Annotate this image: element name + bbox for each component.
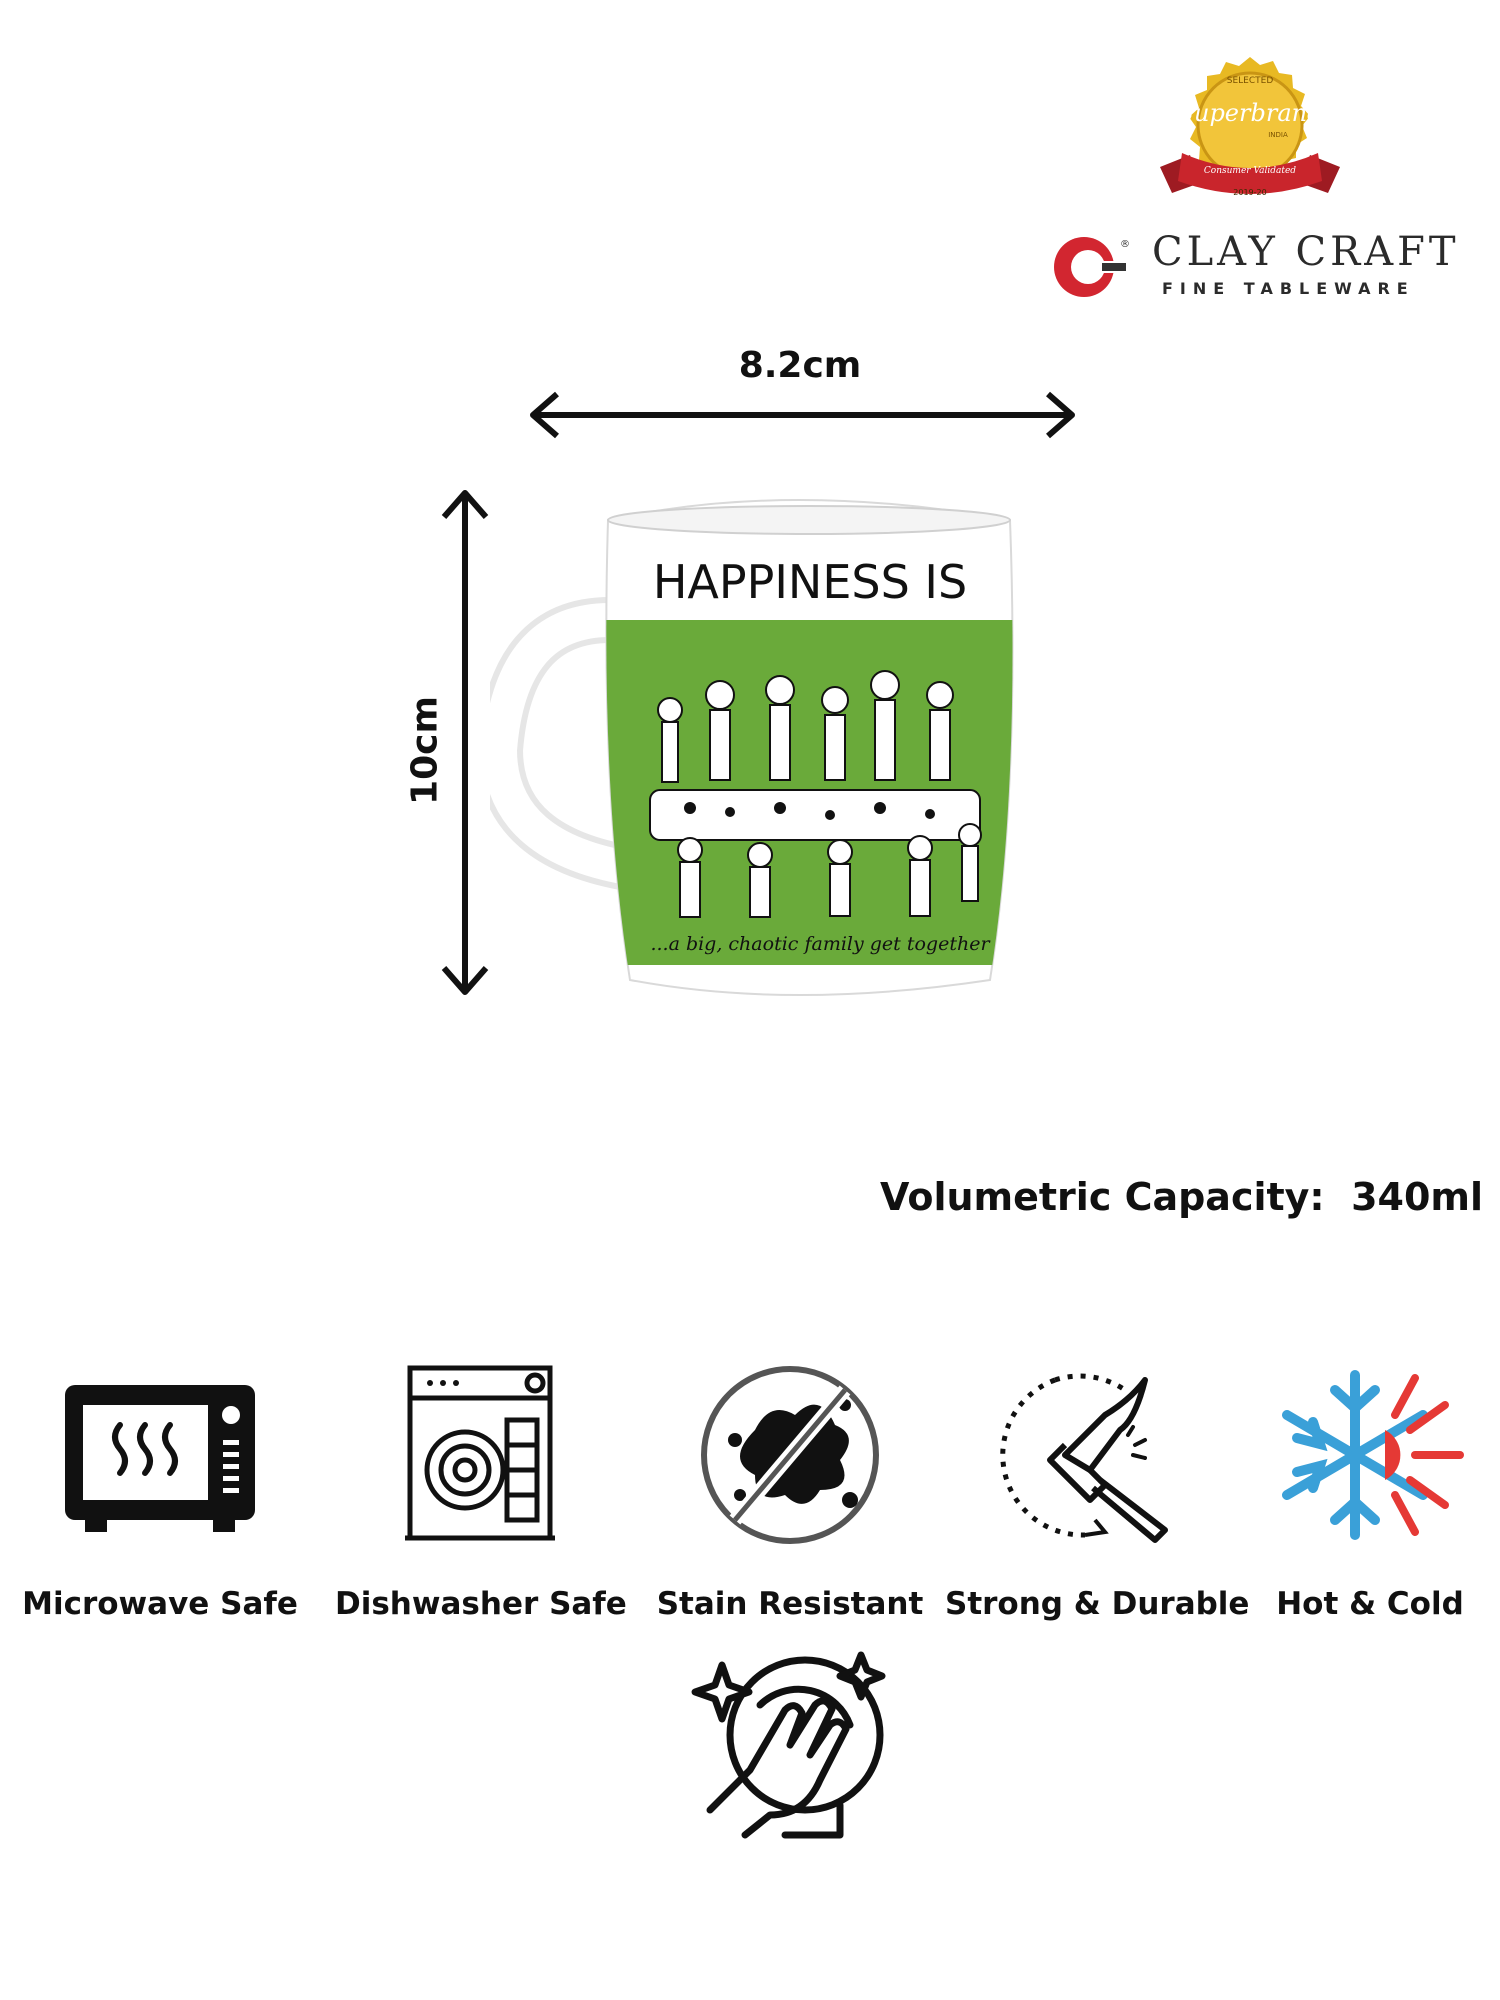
logo-tagline: FINE TABLEWARE xyxy=(1162,279,1415,298)
height-label: 10cm xyxy=(404,696,446,805)
feature-dishwasher-safe xyxy=(335,1360,625,1622)
superbrand-seal xyxy=(1150,55,1350,215)
dishwasher-icon xyxy=(385,1360,575,1550)
clay-craft-logo xyxy=(1050,225,1460,305)
mug-image xyxy=(490,490,1030,1030)
feature-strong-durable xyxy=(945,1360,1250,1622)
feature-microwave-safe xyxy=(15,1360,305,1622)
logo-mark-icon xyxy=(1050,231,1130,301)
seal-brand: Superbrand xyxy=(1177,99,1323,127)
feature-label: Stain Resistant xyxy=(656,1586,924,1622)
stain-resistant-icon xyxy=(695,1360,885,1550)
hammer-icon xyxy=(995,1360,1185,1550)
mug-heading: HAPPINESS IS xyxy=(652,555,968,609)
seal-ribbon: Consumer Validated xyxy=(1203,166,1297,176)
feature-label: Microwave Safe xyxy=(22,1586,298,1622)
height-arrow-icon xyxy=(440,485,490,1000)
feature-label: Strong & Durable xyxy=(945,1586,1250,1622)
logo-name: CLAY CRAFT xyxy=(1152,229,1460,275)
feature-label: Hot & Cold xyxy=(1276,1586,1464,1622)
feature-stain-resistant xyxy=(645,1360,935,1622)
microwave-icon xyxy=(65,1360,255,1550)
feature-label: Dishwasher Safe xyxy=(335,1586,627,1622)
svg-text:®: ® xyxy=(1120,239,1130,250)
seal-top: SELECTED xyxy=(1226,76,1274,86)
capacity-text: Volumetric Capacity: 340ml xyxy=(880,1175,1484,1219)
hand-wash-icon xyxy=(690,1645,890,1845)
seal-years: 2019-20 xyxy=(1233,188,1267,197)
width-arrow-icon xyxy=(525,390,1080,440)
seal-country: INDIA xyxy=(1268,131,1288,139)
hot-cold-icon xyxy=(1275,1360,1465,1550)
feature-hot-cold xyxy=(1225,1360,1500,1622)
mug-caption: ...a big, chaotic family get together xyxy=(650,933,990,955)
width-label: 8.2cm xyxy=(738,345,862,386)
